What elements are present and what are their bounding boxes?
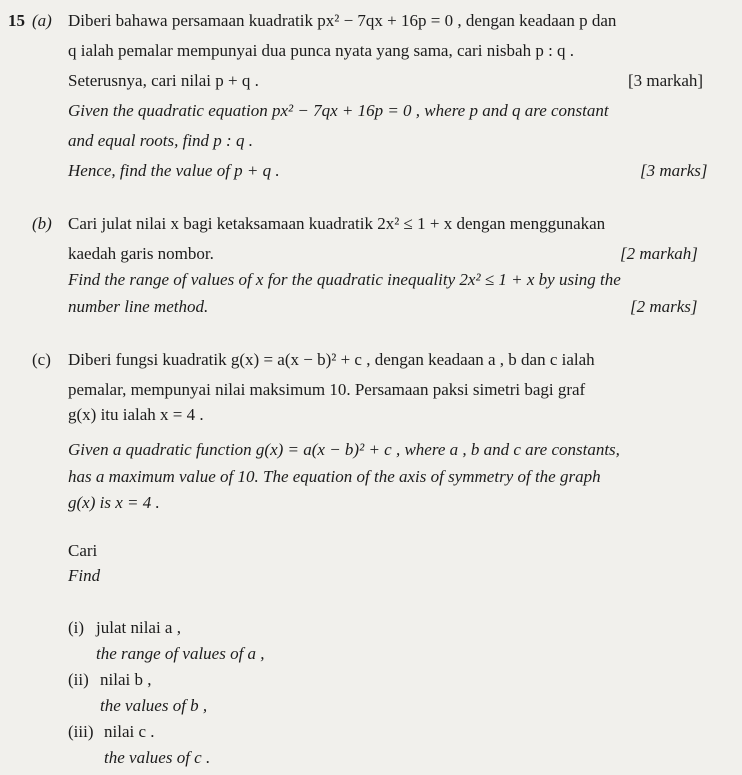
part-a-malay-marks: [3 markah]: [628, 71, 704, 90]
part-c-english-line-3: g(x) is x = 4 .: [68, 493, 160, 512]
subpart-i-english: the range of values of a ,: [96, 644, 265, 663]
part-a-english-line-3: Hence, find the value of p + q .: [68, 161, 280, 180]
subpart-iii-malay: nilai c .: [104, 722, 155, 741]
part-a-english-line-2: and equal roots, find p : q .: [68, 131, 253, 150]
part-c-malay-line-3: g(x) itu ialah x = 4 .: [68, 405, 204, 424]
part-b-label: (b): [32, 214, 52, 233]
part-a-malay-line-3: Seterusnya, cari nilai p + q .: [68, 71, 259, 90]
part-c-english-line-1: Given a quadratic function g(x) = a(x − b)² + c , where a , b and c are constants,: [68, 440, 620, 459]
part-c-english-line-2: has a maximum value of 10. The equation of the axis of symmetry of the graph: [68, 467, 601, 486]
part-c-malay-line-1: Diberi fungsi kuadratik g(x) = a(x − b)² + c , dengan keadaan a , b dan c ialah: [68, 350, 595, 369]
subpart-iii-label: (iii): [68, 722, 94, 741]
subpart-ii-malay: nilai b ,: [100, 670, 152, 689]
subpart-iii-english: the values of c .: [104, 748, 211, 767]
subpart-ii-english: the values of b ,: [100, 696, 208, 715]
part-c-malay-line-2: pemalar, mempunyai nilai maksimum 10. Persamaan paksi simetri bagi graf: [68, 380, 586, 399]
subpart-i-label: (i): [68, 618, 85, 637]
part-a-label: (a): [32, 11, 52, 30]
part-b-malay-line-1: Cari julat nilai x bagi ketaksamaan kuadratik 2x² ≤ 1 + x dengan menggunakan: [68, 214, 606, 233]
part-c-label: (c): [32, 350, 51, 369]
find-malay: Cari: [68, 541, 98, 560]
subpart-ii-label: (ii): [68, 670, 89, 689]
part-a-english-line-1: Given the quadratic equation px² − 7qx + 16p = 0 , where p and q are constant: [68, 101, 609, 120]
part-b-english-line-1: Find the range of values of x for the quadratic inequality 2x² ≤ 1 + x by using the: [68, 270, 621, 289]
part-a-malay-line-1: Diberi bahawa persamaan kuadratik px² − 7qx + 16p = 0 , dengan keadaan p dan: [68, 11, 617, 30]
question-number: 15: [8, 11, 25, 30]
part-b-malay-line-2: kaedah garis nombor.: [68, 244, 214, 263]
part-b-english-marks: [2 marks]: [630, 297, 698, 316]
find-english: Find: [68, 566, 101, 585]
part-a-malay-line-2: q ialah pemalar mempunyai dua punca nyata yang sama, cari nisbah p : q .: [68, 41, 575, 60]
part-b-malay-marks: [2 markah]: [620, 244, 698, 263]
part-a-english-marks: [3 marks]: [640, 161, 708, 180]
part-b-english-line-2: number line method.: [68, 297, 209, 316]
subpart-i-malay: julat nilai a ,: [96, 618, 181, 637]
